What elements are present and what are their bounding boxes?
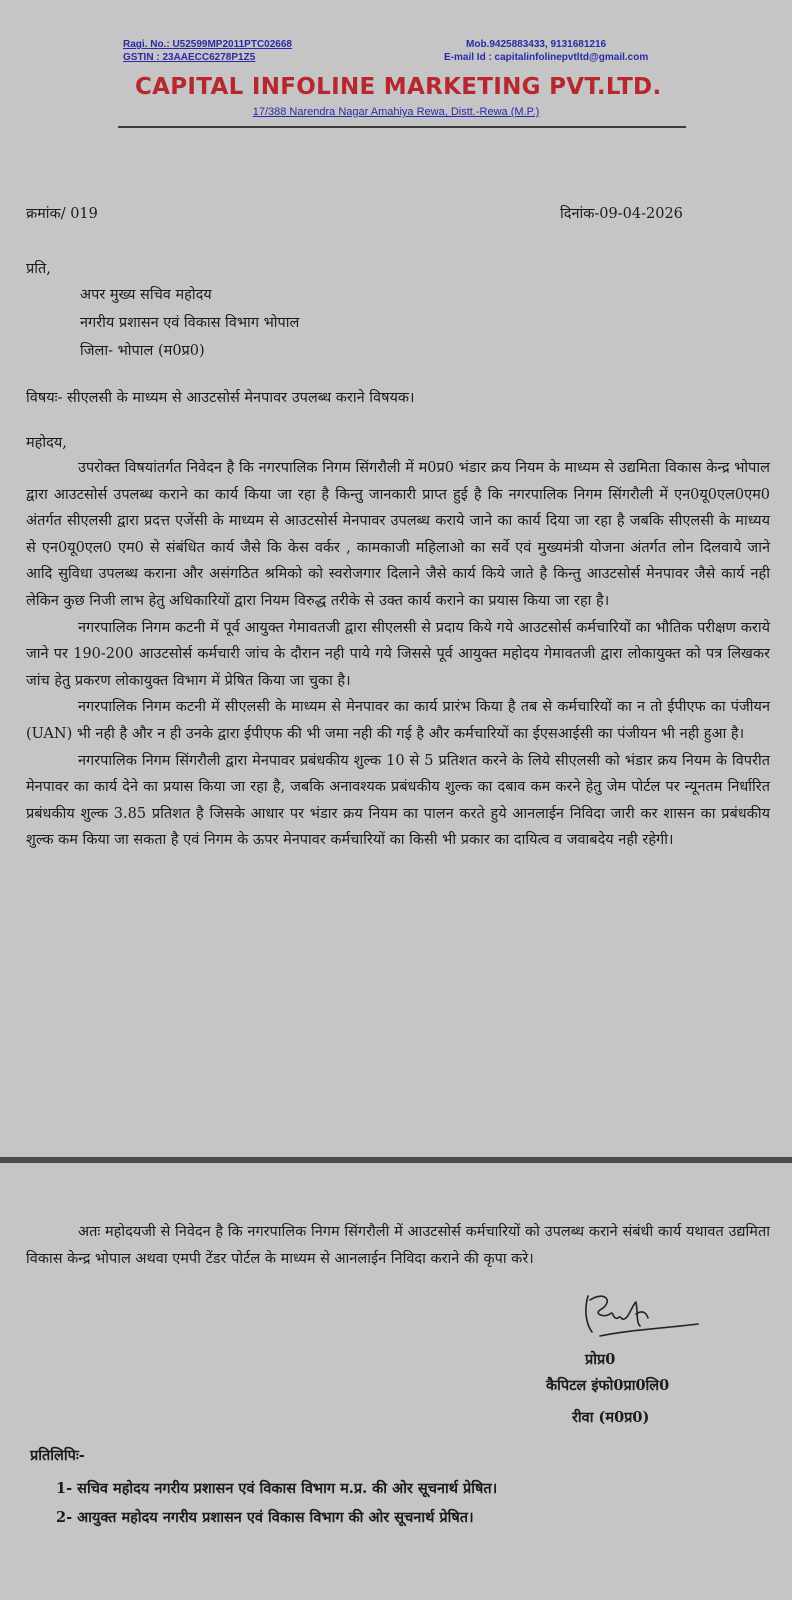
reference-number: क्रमांक/ 019: [26, 206, 98, 222]
body-paragraph: नगरपालिक निगम सिंगरौली द्वारा मेनपावर प्रबंधकीय शुल्क 10 से 5 प्रतिशत करने के लिये सीएलसी को भंडार क्रय नियम के विपरीत मेनपावर का कार्य देने का प्रयास किया जा रहा है, जबकि अनावश्यक प्रबंधकीय शुल्क का दबाव कम करने हेतु जेम पोर्टल पर न्यूनतम निर्धारित प्रबंधकीय शुल्क 3.85 प्रतिशत है जिसके आधार पर भंडार क्रय नियम का पालन करते हुये आनलाईन निविदा जारी कर शासन का प्रबंधकीय शुल्क कम किया जा सकता है एवं निगम के ऊपर मेनपावर कर्मचारियों का किसी भी प्रकार का दायित्व व जवाबदेय नही रहेगी।: [26, 752, 770, 849]
letter-body: [26, 455, 770, 854]
closing-request-block: [26, 1219, 770, 1272]
closing-request: अतः महोदयजी से निवेदन है कि नगरपालिक निगम सिंगरौली में आउटसोर्स कर्मचारियों को उपलब्ध कराने संबंधी कार्य यथावत उद्यमिता विकास केन्द्र भोपाल अथवा एमपी टेंडर पोर्टल के माध्यम से आनलाईन निविदा कराने की कृपा करे।: [26, 1224, 770, 1267]
gstin-number: GSTIN : 23AAECC6278P1Z5: [123, 52, 256, 63]
company-name: CAPITAL INFOLINE MARKETING PVT.LTD.: [135, 74, 662, 100]
copy-to-label: प्रतिलिपिः-: [30, 1447, 85, 1464]
letterhead-contact: [444, 38, 648, 64]
subject-line: विषयः- सीएलसी के माध्यम से आउटसोर्स मेनपावर उपलब्ध कराने विषयक।: [26, 390, 415, 406]
recipient-line: जिला- भोपाल (म0प्र0): [80, 343, 205, 359]
body-paragraph: नगरपालिक निगम कटनी में पूर्व आयुक्त गेमावतजी द्वारा सीएलसी से प्रदाय किये गये आउटसोर्स कर्मचारियों का भौतिक परीक्षण कराये जाने पर 190-200 आउटसोर्स कर्मचारी जांच के दौरान नही पाये गये जिससे पूर्व आयुक्त महोदय गेमावतजी द्वारा लोकायुक्त को पत्र लिखकर जांच हेतु प्रकरण लोकायुक्त विभाग में प्रेषित किया जा चुका है।: [26, 619, 770, 689]
letterhead-divider: [118, 126, 686, 128]
stamp-location: रीवा (म0प्र0): [572, 1409, 650, 1426]
company-address: 17/388 Narendra Nagar Amahiya Rewa, Distt.-Rewa (M.P.): [252, 106, 540, 118]
mobile-number: Mob.9425883433, 9131681216: [466, 39, 607, 50]
stamp-designation: प्रोप्र0: [585, 1351, 616, 1368]
body-paragraph: उपरोक्त विषयांतर्गत निवेदन है कि नगरपालिक निगम सिंगरौली में म0प्र0 भंडार क्रय नियम के माध्यम से उद्यमिता विकास केन्द्र भोपाल द्वारा आउटसोर्स उपलब्ध कराने का कार्य किया जा रहा है किन्तु जानकारी प्राप्त हुई है कि नगरपालिक निगम सिंगरौली में एन0यू0एल0एम0 अंतर्गत सीएलसी द्वारा प्रदत्त एजेंसी के माध्यम से आउटसोर्स मेनपावर उपलब्ध कराये जाने का कार्य दिया जा रहा है जबकि सीएलसी के माध्यय से एन0यू0एल0 एम0 से संबंधित कार्य जैसे कि केस वर्कर , कामकाजी महिलाओ का सर्वे एवं मुख्यमंत्री योजना अंतर्गत लोन दिलवाये जाने आदि सुविधा उपलब्ध कराना और असंगठित श्रमिको को स्वरोजगार दिलाने जैसे कार्य किये जाते है किन्तु आउटसोर्स मेनपावर जैसे कार्य नही लेकिन कुछ निजी लाभ हेतु अधिकारियों द्वारा नियम विरुद्ध तरीके से उक्त कार्य कराने का प्रयास किया जा रहा है।: [26, 460, 770, 609]
copy-to-item: 1- सचिव महोदय नगरीय प्रशासन एवं विकास विभाग म.प्र. की ओर सूचनार्थ प्रेषित।: [56, 1480, 498, 1497]
body-paragraph: नगरपालिक निगम कटनी में सीएलसी के माध्यम से मेनपावर का कार्य प्रारंभ किया है तब से कर्मचारियों का न तो ईपीएफ का पंजीयन (UAN) भी नही है और न ही उनके द्वारा ईपीएफ की भी जमा नही की गई है और कर्मचारियों का ईएसआईसी का पंजीयन भी नही हुआ है।: [26, 699, 770, 742]
letterhead-registration: [123, 38, 292, 64]
copy-to-item: 2- आयुक्त महोदय नगरीय प्रशासन एवं विकास विभाग की ओर सूचनार्थ प्रेषित।: [56, 1509, 474, 1526]
page-separator: [0, 1157, 792, 1163]
letter-date: दिनांक-09-04-2026: [560, 206, 683, 222]
salutation: महोदय,: [26, 435, 67, 451]
signature-image: [580, 1288, 710, 1348]
recipient-line: नगरीय प्रशासन एवं विकास विभाग भोपाल: [80, 315, 300, 331]
to-label: प्रति,: [26, 261, 51, 277]
stamp-company: कैपिटल इंफो0प्रा0लि0: [546, 1377, 670, 1394]
registration-number: Ragi. No.: U52599MP2011PTC02668: [123, 39, 292, 50]
email-address: E-mail Id : capitalinfolinepvtltd@gmail.com: [444, 52, 649, 63]
recipient-line: अपर मुख्य सचिव महोदय: [80, 287, 212, 303]
